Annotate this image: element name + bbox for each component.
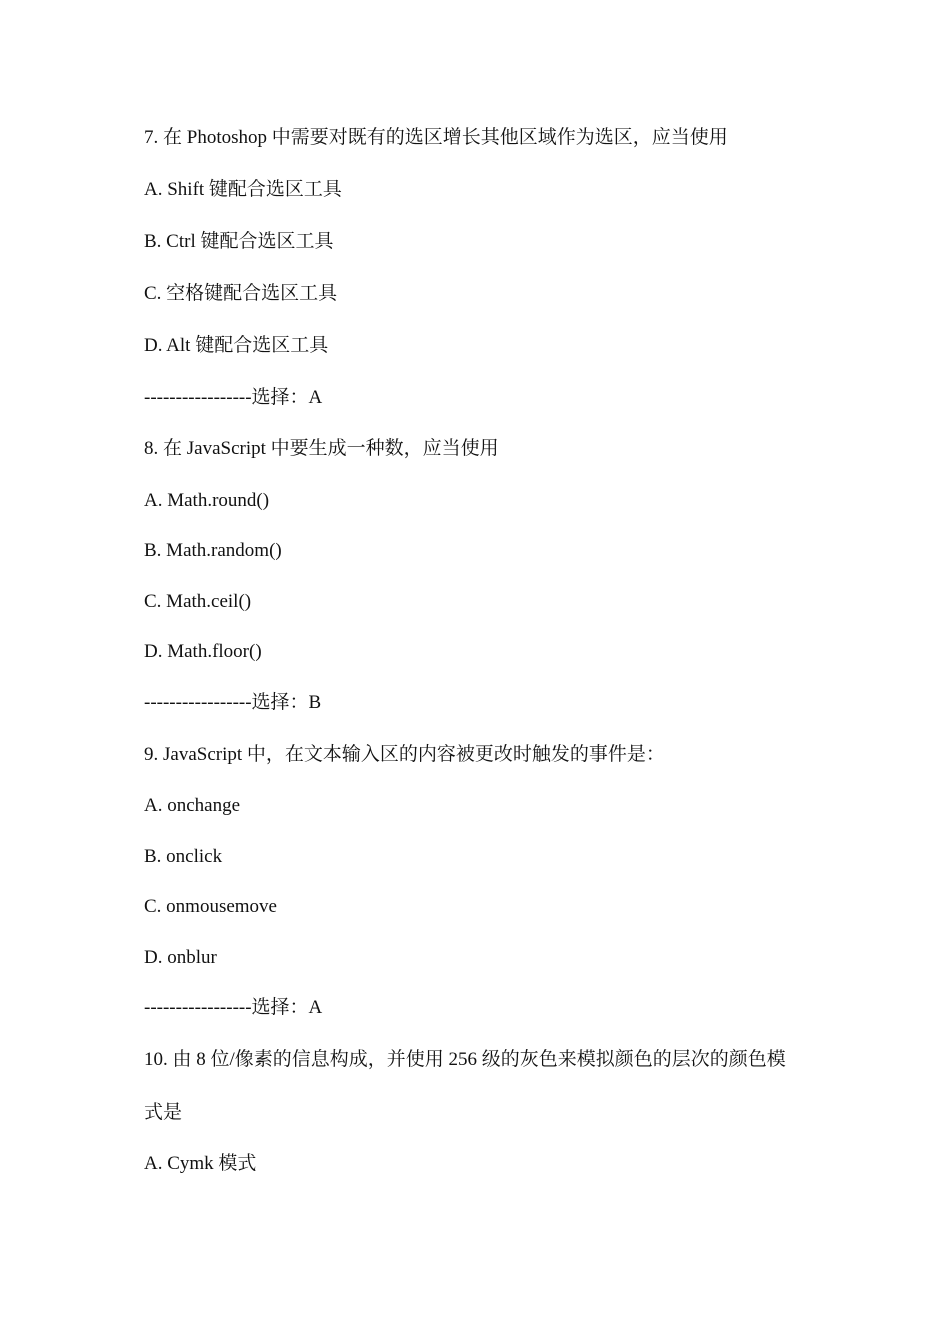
question-8-option-c: C. Math.ceil(): [144, 591, 252, 612]
question-9-option-a: A. onchange: [144, 795, 241, 816]
question-7-option-b: B. Ctrl 键配合选区工具: [144, 231, 334, 252]
question-9-option-c: C. onmousemove: [144, 896, 277, 917]
question-7-option-d: D. Alt 键配合选区工具: [144, 335, 329, 356]
question-7-option-a: A. Shift 键配合选区工具: [144, 179, 342, 200]
question-10-stem-line-2: 式是: [144, 1102, 183, 1123]
question-8-stem: 8. 在 JavaScript 中要生成一种数，应当使用: [144, 438, 499, 459]
question-9-option-d: D. onblur: [144, 947, 217, 968]
question-9-option-b: B. onclick: [144, 846, 223, 867]
question-10-stem-line-1: 10. 由 8 位/像素的信息构成，并使用 256 级的灰色来模拟颜色的层次的颜色模: [144, 1049, 786, 1070]
question-7-option-c: C. 空格键配合选区工具: [144, 283, 338, 304]
question-8-option-b: B. Math.random(): [144, 540, 282, 561]
question-7-answer: -----------------选择：A: [144, 387, 323, 408]
question-7-stem: 7. 在 Photoshop 中需要对既有的选区增长其他区域作为选区，应当使用: [144, 127, 728, 148]
question-8-option-a: A. Math.round(): [144, 490, 270, 511]
question-8-answer: -----------------选择：B: [144, 692, 322, 713]
question-9-stem: 9. JavaScript 中，在文本输入区的内容被更改时触发的事件是：: [144, 744, 665, 765]
question-8-option-d: D. Math.floor(): [144, 641, 262, 662]
question-10-option-a: A. Cymk 模式: [144, 1153, 257, 1174]
question-9-answer: -----------------选择：A: [144, 997, 323, 1018]
